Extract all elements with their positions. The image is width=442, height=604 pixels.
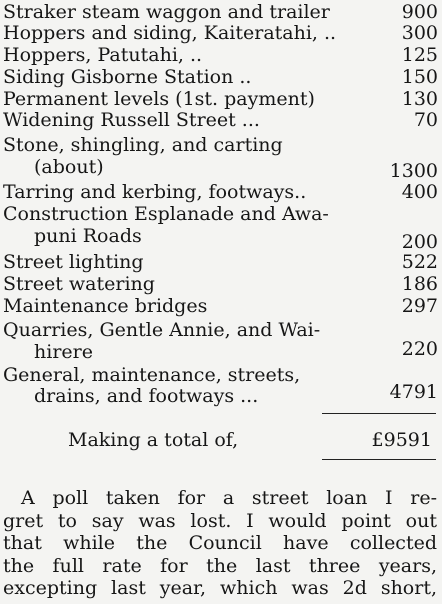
- item-amount: 1300: [389, 160, 438, 182]
- total-amount: £9591: [371, 429, 432, 451]
- item-amount: 130: [401, 88, 438, 110]
- item-amount: 400: [401, 181, 438, 203]
- item-amount: 4791: [389, 381, 438, 403]
- item-label: puni Roads: [34, 225, 142, 247]
- total-label: Making a total of,: [68, 429, 239, 451]
- paragraph-line: gret to say was lost. I would point out: [3, 509, 437, 532]
- item-label: General, maintenance, streets,: [3, 364, 301, 386]
- item-label: drains, and footways ...: [34, 385, 259, 407]
- item-amount: 70: [413, 109, 438, 131]
- item-label: Street watering: [3, 273, 155, 295]
- item-label: Maintenance bridges: [3, 295, 208, 317]
- paragraph-line: the full rate for the last three years,: [3, 554, 437, 577]
- item-amount: 150: [401, 66, 438, 88]
- total-rule-top: [322, 413, 436, 414]
- item-label: Hoppers, Patutahi, ..: [3, 44, 203, 66]
- body-paragraph: [3, 487, 437, 600]
- item-amount: 200: [401, 231, 438, 253]
- item-label: hirere: [34, 341, 93, 363]
- item-amount: 300: [401, 22, 438, 44]
- item-label: (about): [34, 156, 104, 178]
- item-label: Siding Gisborne Station ..: [3, 66, 252, 88]
- item-label: Hoppers and siding, Kaiteratahi, ..: [3, 22, 337, 44]
- item-amount: 125: [401, 44, 438, 66]
- paragraph-line: excepting last year, which was 2d short,: [3, 577, 437, 599]
- item-label: Stone, shingling, and carting: [3, 134, 283, 156]
- item-label: Straker steam waggon and trailer: [3, 1, 330, 23]
- item-label: Permanent levels (1st. payment): [3, 88, 315, 110]
- paragraph-line: A poll taken for a street loan I re-: [21, 487, 437, 509]
- item-amount: 220: [401, 338, 438, 360]
- item-amount: 297: [401, 295, 438, 317]
- item-label: Quarries, Gentle Annie, and Wai-: [3, 319, 321, 341]
- item-label: Street lighting: [3, 251, 144, 273]
- total-rule-bottom: [322, 459, 436, 460]
- paragraph-line: that while the Council have collected: [3, 532, 437, 554]
- item-amount: 522: [401, 251, 438, 273]
- item-label: Tarring and kerbing, footways..: [3, 181, 307, 203]
- item-label: Widening Russell Street ...: [3, 109, 260, 131]
- item-amount: 900: [401, 1, 438, 23]
- item-label: Construction Esplanade and Awa-: [3, 203, 329, 225]
- item-amount: 186: [401, 273, 438, 295]
